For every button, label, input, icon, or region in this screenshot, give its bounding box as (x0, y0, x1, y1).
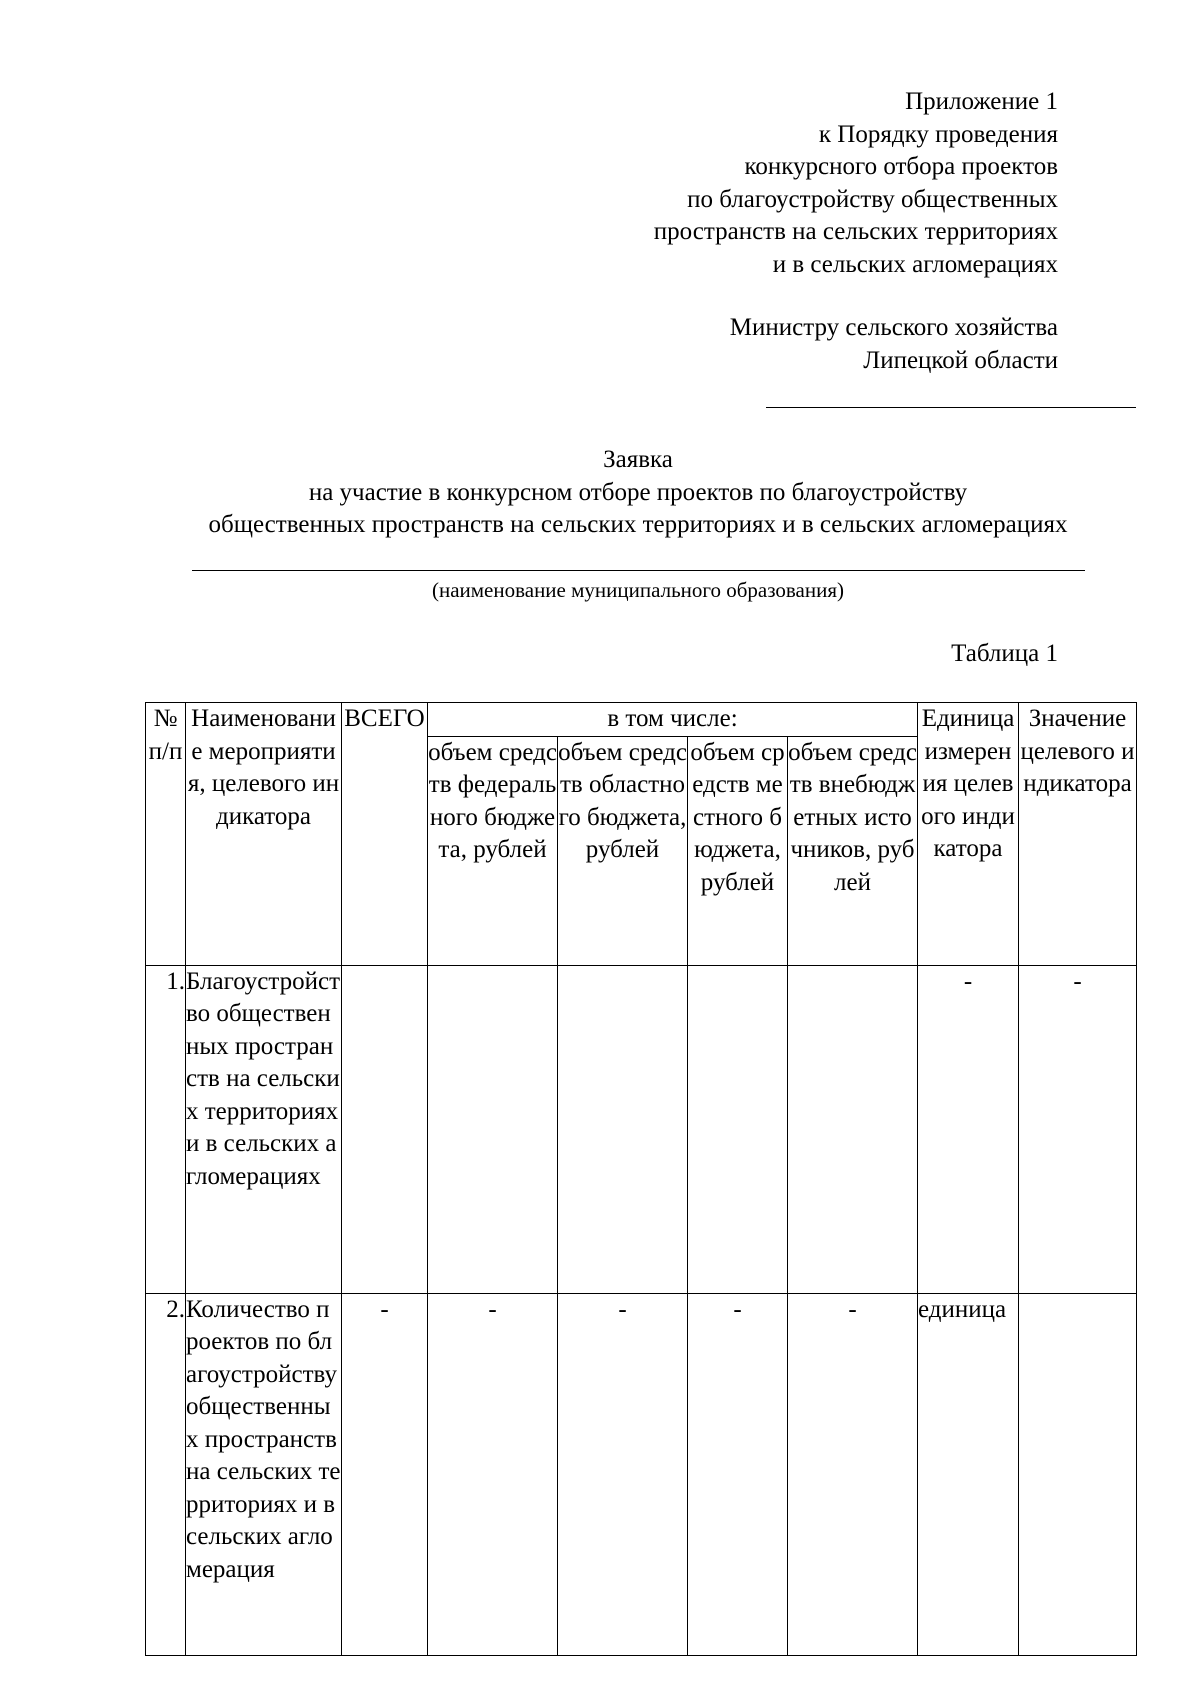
appendix-line: и в сельских агломерациях (772, 250, 1058, 278)
signature-line (766, 407, 1136, 408)
cell-regional: - (558, 1293, 688, 1655)
table-label: Таблица 1 (951, 640, 1058, 667)
header-federal: объем средств федерального бюджета, рублей (428, 736, 558, 965)
header-including: в том числе: (428, 703, 918, 737)
municipality-line (192, 570, 1085, 571)
header-name: Наименование мероприятия, целевого индикатора (186, 703, 342, 966)
header-total: ВСЕГО (342, 703, 428, 966)
cell-federal: - (428, 1293, 558, 1655)
addressee (730, 312, 1058, 377)
header-regional: объем средств областного бюджета, рублей (558, 736, 688, 965)
document-title (0, 444, 1200, 542)
table-row (146, 1293, 1137, 1655)
cell-num: 2. (146, 1293, 186, 1655)
cell-extra: - (788, 1293, 918, 1655)
municipality-caption: (наименование муниципального образования) (431, 578, 845, 602)
header-unit: Единица измерения целевого индикатора (918, 703, 1019, 966)
header-value: Значение целевого индикатора (1019, 703, 1137, 966)
addressee-line: Министру сельского хозяйства (729, 314, 1058, 341)
cell-federal (428, 965, 558, 1293)
cell-num: 1. (146, 965, 186, 1293)
cell-name: Благоустройство общественных пространств на сельских территориях и в сельских агломерациях (186, 965, 342, 1293)
cell-name: Количество проектов по благоустройству общественных пространств на сельских территориях и в сельских агломерация (186, 1293, 342, 1655)
cell-total: - (342, 1293, 428, 1655)
header-extra: объем средств внебюджетных источников, рублей (788, 736, 918, 965)
addressee-line: Липецкой области (863, 346, 1058, 374)
cell-total (342, 965, 428, 1293)
application-table (145, 702, 1137, 1656)
cell-extra (788, 965, 918, 1293)
cell-value (1019, 1293, 1137, 1655)
cell-regional (558, 965, 688, 1293)
title-line: Заявка (603, 446, 673, 473)
header-local: объем средств местного бюджета, рублей (688, 736, 788, 965)
header-num: № п/п (146, 703, 186, 966)
appendix-line: Приложение 1 (905, 88, 1058, 115)
title-line: общественных пространств на сельских территориях и в сельских агломерациях (208, 511, 1068, 538)
appendix-line: по благоустройству общественных (687, 185, 1058, 213)
cell-local (688, 965, 788, 1293)
cell-local: - (688, 1293, 788, 1655)
appendix-line: конкурсного отбора проектов (744, 153, 1058, 180)
cell-value: - (1019, 965, 1137, 1293)
appendix-header (654, 86, 1058, 281)
appendix-line: к Порядку проведения (818, 120, 1058, 148)
cell-unit: - (918, 965, 1019, 1293)
title-line: на участие в конкурсном отборе проектов по благоустройству (308, 478, 968, 506)
appendix-line: пространств на сельских территориях (653, 218, 1058, 245)
cell-unit: единица (918, 1293, 1019, 1655)
table-row (146, 965, 1137, 1293)
